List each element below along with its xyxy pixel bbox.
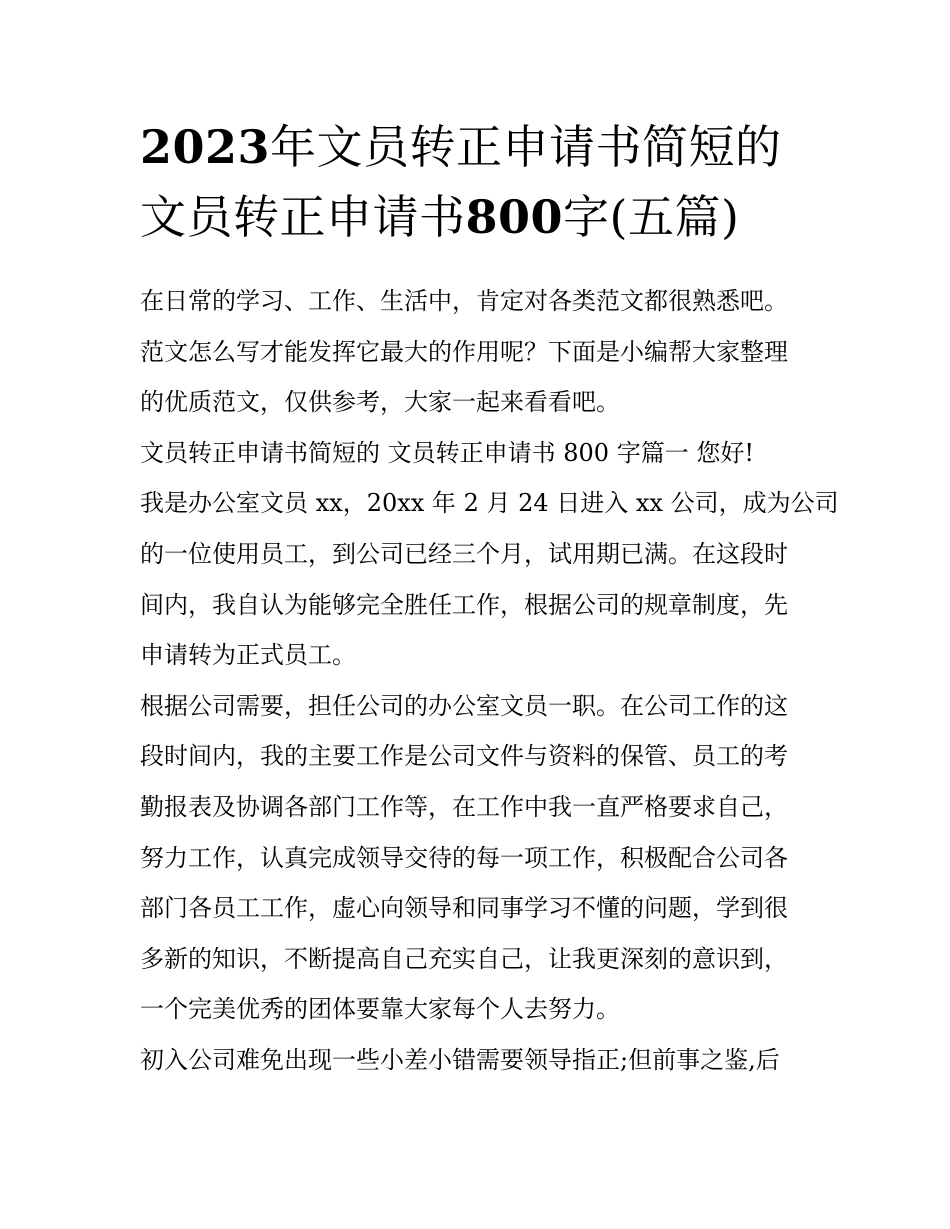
text-line: 勤报表及协调各部门工作等，在工作中我一直严格要求自己， — [140, 792, 788, 821]
text-line: 间内，我自认为能够完全胜任工作，根据公司的规章制度，先 — [140, 590, 788, 619]
paragraph-intro — [140, 276, 820, 428]
paragraph-self-intro — [140, 478, 839, 680]
paragraph-heading — [140, 428, 820, 479]
text-line: 文员转正申请书简短的 文员转正申请书 800 字篇一 您好! — [140, 438, 754, 467]
text-line: 在日常的学习、工作、生活中，肯定对各类范文都很熟悉吧。 — [140, 287, 788, 315]
text-line: 的一位使用员工，到公司已经三个月，试用期已满。在这段时 — [140, 539, 788, 568]
text-line: 多新的知识，不断提高自己充实自己，让我更深刻的意识到， — [140, 944, 788, 973]
title-line-1: 2023年文员转正申请书简短的 — [140, 120, 782, 174]
text-line: 一个完美优秀的团体要靠大家每个人去努力。 — [140, 995, 620, 1024]
text-line: 根据公司需要，担任公司的办公室文员一职。在公司工作的这 — [140, 691, 788, 720]
text-line: 申请转为正式员工。 — [140, 641, 356, 670]
text-line: 的优质范文，仅供参考，大家一起来看看吧。 — [140, 388, 620, 417]
paragraph-duties — [140, 681, 820, 1035]
text-line: 部门各员工工作，虚心向领导和同事学习不懂的问题，学到很 — [140, 894, 788, 923]
text-line: 初入公司难免出现一些小差小错需要领导指正;但前事之鉴,后 — [140, 1045, 780, 1074]
paragraph-closing — [140, 1035, 820, 1086]
document-body — [140, 276, 839, 1086]
text-line: 段时间内，我的主要工作是公司文件与资料的保管、员工的考 — [140, 742, 788, 771]
text-line: 努力工作，认真完成领导交待的每一项工作，积极配合公司各 — [140, 843, 788, 872]
text-line: 我是办公室文员 xx，20xx 年 2 月 24 日进入 xx 公司，成为公司 — [140, 489, 839, 518]
title-line-2: 文员转正申请书800字(五篇) — [140, 190, 740, 244]
text-line: 范文怎么写才能发挥它最大的作用呢？下面是小编帮大家整理 — [140, 337, 788, 366]
document-title — [140, 112, 820, 252]
